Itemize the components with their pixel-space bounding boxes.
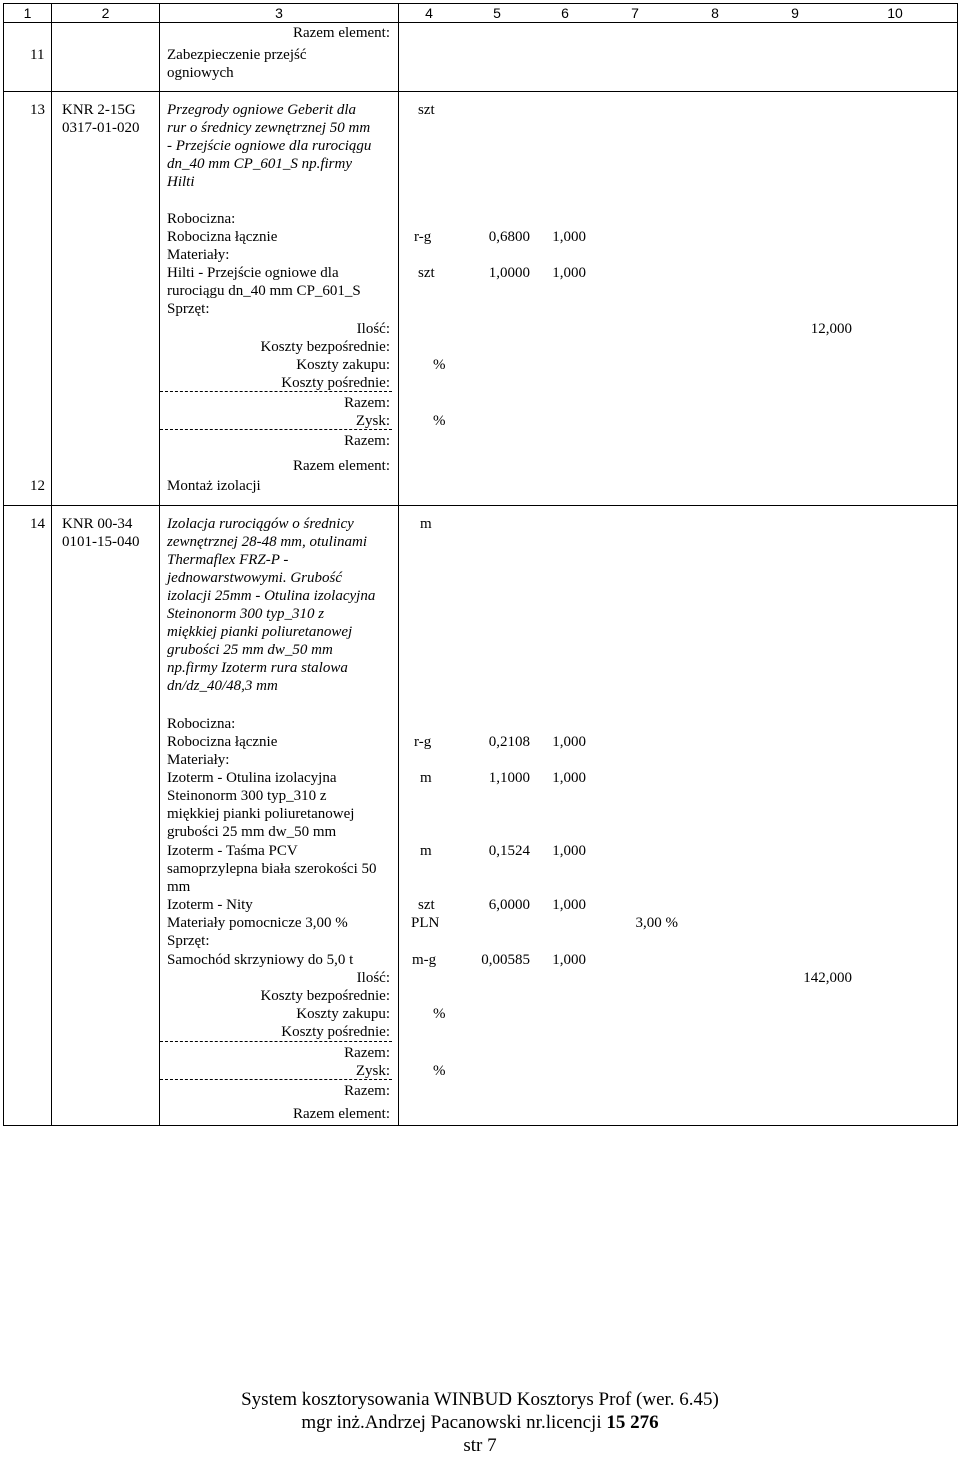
item14-mat1-name-line2: Steinonorm 300 typ_310 z — [167, 788, 327, 804]
footer-software-line: System kosztorysowania WINBUD Kosztorys Prof (wer. 6.45) — [241, 1389, 719, 1410]
header-col-2: 2 — [101, 5, 110, 21]
item14-desc-line6: Steinonorm 300 typ_310 z — [167, 606, 325, 622]
item14-razem-element: Razem element: — [292, 1106, 390, 1122]
section12-bottom-border — [3, 505, 958, 506]
item14-mat3-coef: 1,000 — [552, 897, 586, 913]
header-col-4: 4 — [425, 5, 433, 21]
item13-robocizna-name: Robocizna łącznie — [167, 229, 278, 245]
footer-license-line — [0, 1411, 960, 1434]
item14-razem-2: Razem: — [344, 1083, 390, 1099]
section11-razem-element: Razem element: — [292, 25, 390, 41]
column-divider-3 — [398, 3, 399, 1126]
item13-material-name-line2: rurociągu dn_40 mm CP_601_S — [167, 283, 361, 299]
item14-mat3-unit: szt — [418, 897, 435, 913]
item13-robocizna-coef: 1,000 — [552, 229, 586, 245]
item13-lp: 13 — [30, 102, 45, 118]
item13-koszty-posrednie: Koszty pośrednie: — [281, 375, 390, 391]
item13-desc-line2: rur o średnicy zewnętrznej 50 mm — [167, 120, 371, 136]
header-col-9: 9 — [791, 5, 799, 21]
item13-desc-line1: Przegrody ogniowe Geberit dla — [167, 102, 357, 118]
item14-desc-line3: Thermaflex FRZ-P - — [167, 552, 289, 568]
item14-code-line2: 0101-15-040 — [62, 534, 140, 550]
item13-material-norm: 1,0000 — [488, 265, 530, 281]
item14-dashed-separator-2 — [160, 1079, 392, 1080]
footer-license-number: 15 276 — [606, 1412, 659, 1433]
item14-unit: m — [420, 516, 432, 532]
item13-materialy-label: Materiały: — [167, 247, 230, 263]
footer-page-number: str 7 — [463, 1435, 497, 1456]
item13-desc-line5: Hilti — [167, 174, 195, 190]
item14-desc-line4: jednowarstwowymi. Grubość — [167, 570, 343, 586]
item14-code-line1: KNR 00-34 — [62, 516, 133, 532]
item14-mat1-unit: m — [420, 770, 432, 786]
item13-koszty-zakupu-unit: % — [433, 357, 446, 373]
item14-koszty-posrednie: Koszty pośrednie: — [281, 1024, 390, 1040]
item13-material-name-line1: Hilti - Przejście ogniowe dla — [167, 265, 339, 281]
item13-desc-line4: dn_40 mm CP_601_S np.firmy — [167, 156, 352, 172]
item14-mat2-name-line3: mm — [167, 879, 191, 895]
item14-ilosc-label: Ilość: — [356, 970, 390, 986]
item13-koszty-zakupu: Koszty zakupu: — [296, 357, 390, 373]
item13-code-line1: KNR 2-15G — [62, 102, 136, 118]
header-col-5: 5 — [493, 5, 501, 21]
item14-mat2-unit: m — [420, 843, 432, 859]
item13-razem-1: Razem: — [344, 395, 390, 411]
column-divider-1 — [51, 3, 52, 1126]
item14-koszty-bezposrednie: Koszty bezpośrednie: — [260, 988, 390, 1004]
item14-mat2-name-line2: samoprzylepna biała szerokości 50 — [167, 861, 377, 877]
item14-sprzet-unit: m-g — [412, 952, 437, 968]
item14-desc-line9: np.firmy Izoterm rura stalowa — [167, 660, 348, 676]
section11-title-line1: Zabezpieczenie przejść — [167, 47, 307, 63]
item14-desc-line7: miękkiej pianki poliuretanowej — [167, 624, 353, 640]
item14-mat4-name: Materiały pomocnicze 3,00 % — [167, 915, 348, 931]
item14-zysk-unit: % — [433, 1063, 446, 1079]
header-col-3: 3 — [275, 5, 283, 21]
item14-robocizna-coef: 1,000 — [552, 734, 586, 750]
header-col-1: 1 — [23, 5, 32, 21]
item13-material-unit: szt — [418, 265, 435, 281]
item13-dashed-separator-2 — [160, 429, 392, 430]
item14-desc-line1: Izolacja rurociągów o średnicy — [167, 516, 354, 532]
header-bottom-border — [3, 22, 958, 23]
item14-materialy-label: Materiały: — [167, 752, 230, 768]
item14-koszty-zakupu-unit: % — [433, 1006, 446, 1022]
table-right-border — [957, 3, 958, 1126]
item14-sprzet-coef: 1,000 — [552, 952, 586, 968]
item14-robocizna-unit: r-g — [414, 734, 432, 750]
table-bottom-border — [3, 1125, 958, 1126]
item14-desc-line10: dn/dz_40/48,3 mm — [167, 678, 278, 694]
item13-razem-2: Razem: — [344, 433, 390, 449]
section11-bottom-border — [3, 91, 958, 92]
item13-zysk: Zysk: — [355, 413, 390, 429]
column-divider-2 — [159, 3, 160, 1126]
item14-mat1-name-line3: miękkiej pianki poliuretanowej — [167, 806, 355, 822]
item14-koszty-zakupu: Koszty zakupu: — [296, 1006, 390, 1022]
footer-license-text: mgr inż.Andrzej Pacanowski nr.licencji — [301, 1412, 607, 1433]
item13-ilosc-label: Ilość: — [356, 321, 390, 337]
section12-number: 12 — [30, 478, 45, 494]
item14-desc-line5: izolacji 25mm - Otulina izolacyjna — [167, 588, 376, 604]
item14-mat4-unit: PLN — [411, 915, 440, 931]
item14-sprzet-label: Sprzęt: — [167, 933, 210, 949]
item14-desc-line2: zewnętrznej 28-48 mm, otulinami — [167, 534, 367, 550]
item14-desc-line8: grubości 25 mm dw_50 mm — [167, 642, 333, 658]
item14-sprzet-norm: 0,00585 — [481, 952, 530, 968]
item13-robocizna-unit: r-g — [414, 229, 432, 245]
item13-razem-element: Razem element: — [292, 458, 390, 474]
section11-number: 11 — [30, 47, 45, 63]
item13-material-coef: 1,000 — [552, 265, 586, 281]
header-col-7: 7 — [631, 5, 639, 21]
item14-mat4-percent: 3,00 % — [635, 915, 678, 931]
item14-mat3-name: Izoterm - Nity — [167, 897, 253, 913]
item14-robocizna-norm: 0,2108 — [488, 734, 530, 750]
item14-lp: 14 — [30, 516, 45, 532]
item13-koszty-bezposrednie: Koszty bezpośrednie: — [260, 339, 390, 355]
item13-unit: szt — [418, 102, 435, 118]
item14-mat2-coef: 1,000 — [552, 843, 586, 859]
item13-sprzet-label: Sprzęt: — [167, 301, 210, 317]
item14-mat3-norm: 6,0000 — [488, 897, 530, 913]
item14-mat2-norm: 0,1524 — [488, 843, 530, 859]
item14-mat1-coef: 1,000 — [552, 770, 586, 786]
item14-robocizna-label: Robocizna: — [167, 716, 236, 732]
section11-title-line2: ogniowych — [167, 65, 234, 81]
item14-mat1-name-line4: grubości 25 mm dw_50 mm — [167, 824, 337, 840]
table-left-border — [3, 3, 4, 1126]
item14-razem-1: Razem: — [344, 1045, 390, 1061]
header-col-10: 10 — [887, 5, 903, 21]
item13-robocizna-norm: 0,6800 — [488, 229, 530, 245]
item14-mat1-name-line1: Izoterm - Otulina izolacyjna — [167, 770, 337, 786]
item13-zysk-unit: % — [433, 413, 446, 429]
item13-ilosc-value: 12,000 — [810, 321, 852, 337]
header-col-8: 8 — [711, 5, 719, 21]
item13-code-line2: 0317-01-020 — [62, 120, 140, 136]
section12-title: Montaż izolacji — [167, 478, 261, 494]
item14-dashed-separator-1 — [160, 1041, 392, 1042]
item14-zysk: Zysk: — [355, 1063, 390, 1079]
item14-mat2-name-line1: Izoterm - Taśma PCV — [167, 843, 298, 859]
item14-ilosc-value: 142,000 — [803, 970, 852, 986]
header-col-6: 6 — [561, 5, 569, 21]
item14-robocizna-name: Robocizna łącznie — [167, 734, 278, 750]
item13-dashed-separator-1 — [160, 391, 392, 392]
item13-desc-line3: - Przejście ogniowe dla rurociągu — [167, 138, 372, 154]
page-footer — [0, 1388, 960, 1457]
item14-sprzet-name: Samochód skrzyniowy do 5,0 t — [167, 952, 354, 968]
item13-robocizna-label: Robocizna: — [167, 211, 236, 227]
item14-mat1-norm: 1,1000 — [488, 770, 530, 786]
